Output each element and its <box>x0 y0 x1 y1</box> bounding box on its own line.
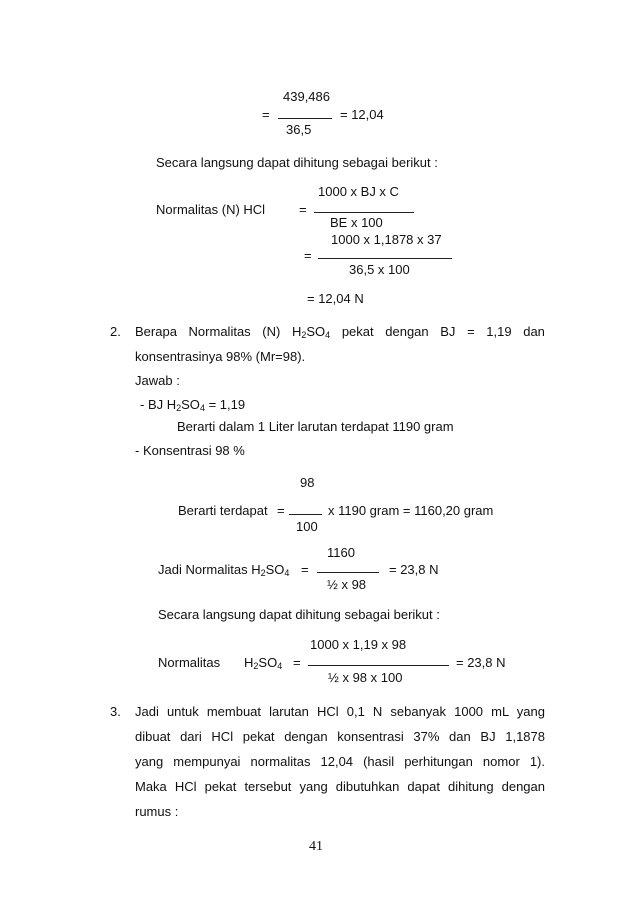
top-numerator: 439,486 <box>283 89 330 104</box>
q2-jadi-result: = 23,8 N <box>389 562 439 577</box>
q3-line-1: Jadi untuk membuat larutan HCl 0,1 N sebanyak 1000 mL yang <box>135 704 545 719</box>
q2-fraction-denominator: 100 <box>296 519 318 534</box>
q3-line-3: yang mempunyai normalitas 12,04 (hasil perhitungan nomor 1). <box>135 754 545 769</box>
hcl-denominator-2: 36,5 x 100 <box>349 262 410 277</box>
q2-normalitas-denominator: ½ x 98 x 100 <box>328 670 403 685</box>
hcl-fraction-bar-2 <box>318 258 452 259</box>
q3-line-4: Maka HCl pekat tersebut yang dibutuhkan dapat dihitung dengan <box>135 779 545 794</box>
q2-jadi-denominator: ½ x 98 <box>327 577 367 592</box>
q2-fraction-numerator: 98 <box>300 475 315 490</box>
direct-calc-text-2: Secara langsung dapat dihitung sebagai berikut : <box>158 607 440 622</box>
q2-normalitas-formula: $H_2SO_4$ <box>244 655 283 671</box>
hcl-denominator-1: BE x 100 <box>330 215 383 230</box>
q2-jawab: Jawab : <box>135 373 180 388</box>
q2-normalitas-label: Normalitas <box>158 655 221 670</box>
hcl-label: Normalitas (N) HCl <box>156 202 266 217</box>
hcl-numerator-2: 1000 x 1,1878 x 37 <box>331 232 442 247</box>
top-denominator: 36,5 <box>286 122 312 137</box>
q2-fraction-bar <box>289 514 322 515</box>
q2-konsentrasi: - Konsentrasi 98 % <box>135 443 245 458</box>
page-number: 41 <box>309 839 323 854</box>
hcl-result: = 12,04 N <box>307 291 364 306</box>
q2-line-2: konsentrasinya 98% (Mr=98). <box>135 349 306 364</box>
q2-jadi-fraction-bar <box>317 572 379 573</box>
q2-jadi-numerator: 1160 <box>327 545 355 560</box>
hcl-numerator-1: 1000 x BJ x C <box>318 184 399 199</box>
q2-berarti-2-equals: = <box>277 503 285 518</box>
q3-number: 3. <box>110 704 121 719</box>
q2-berarti-2-label: Berarti terdapat <box>178 503 268 518</box>
q3-line-2: dibuat dari HCl pekat dengan konsentrasi 37% dan BJ 1,1878 <box>135 729 545 744</box>
q2-jadi-label: Jadi Normalitas $H_2SO_4$ <box>158 562 290 578</box>
q2-normalitas-result: = 23,8 N <box>456 655 506 670</box>
q3-line-5: rumus : <box>135 804 179 819</box>
q2-normalitas-fraction-bar <box>308 665 449 666</box>
q2-berarti-2-rest: x 1190 gram = 1160,20 gram <box>328 503 494 518</box>
hcl-equals-1: = <box>299 202 307 217</box>
q2-number: 2. <box>110 324 121 339</box>
top-fraction-bar <box>278 118 332 119</box>
q2-berarti-1: Berarti dalam 1 Liter larutan terdapat 1190 gram <box>177 419 454 434</box>
q2-bj-line: - BJ $H_2SO_4 = 1,19$ <box>140 397 246 413</box>
top-result: = 12,04 <box>340 107 384 122</box>
direct-calc-text-1: Secara langsung dapat dihitung sebagai berikut : <box>156 155 438 170</box>
top-equals: = <box>262 107 270 122</box>
q2-line-1: Berapa Normalitas (N) $H_2SO_4$ pekat dengan BJ = 1,19 dan <box>135 324 545 340</box>
hcl-fraction-bar-1 <box>314 212 414 213</box>
q2-normalitas-numerator: 1000 x 1,19 x 98 <box>310 637 407 652</box>
hcl-equals-2: = <box>304 248 312 263</box>
q2-jadi-equals: = <box>301 562 309 577</box>
q2-normalitas-equals: = <box>293 655 301 670</box>
